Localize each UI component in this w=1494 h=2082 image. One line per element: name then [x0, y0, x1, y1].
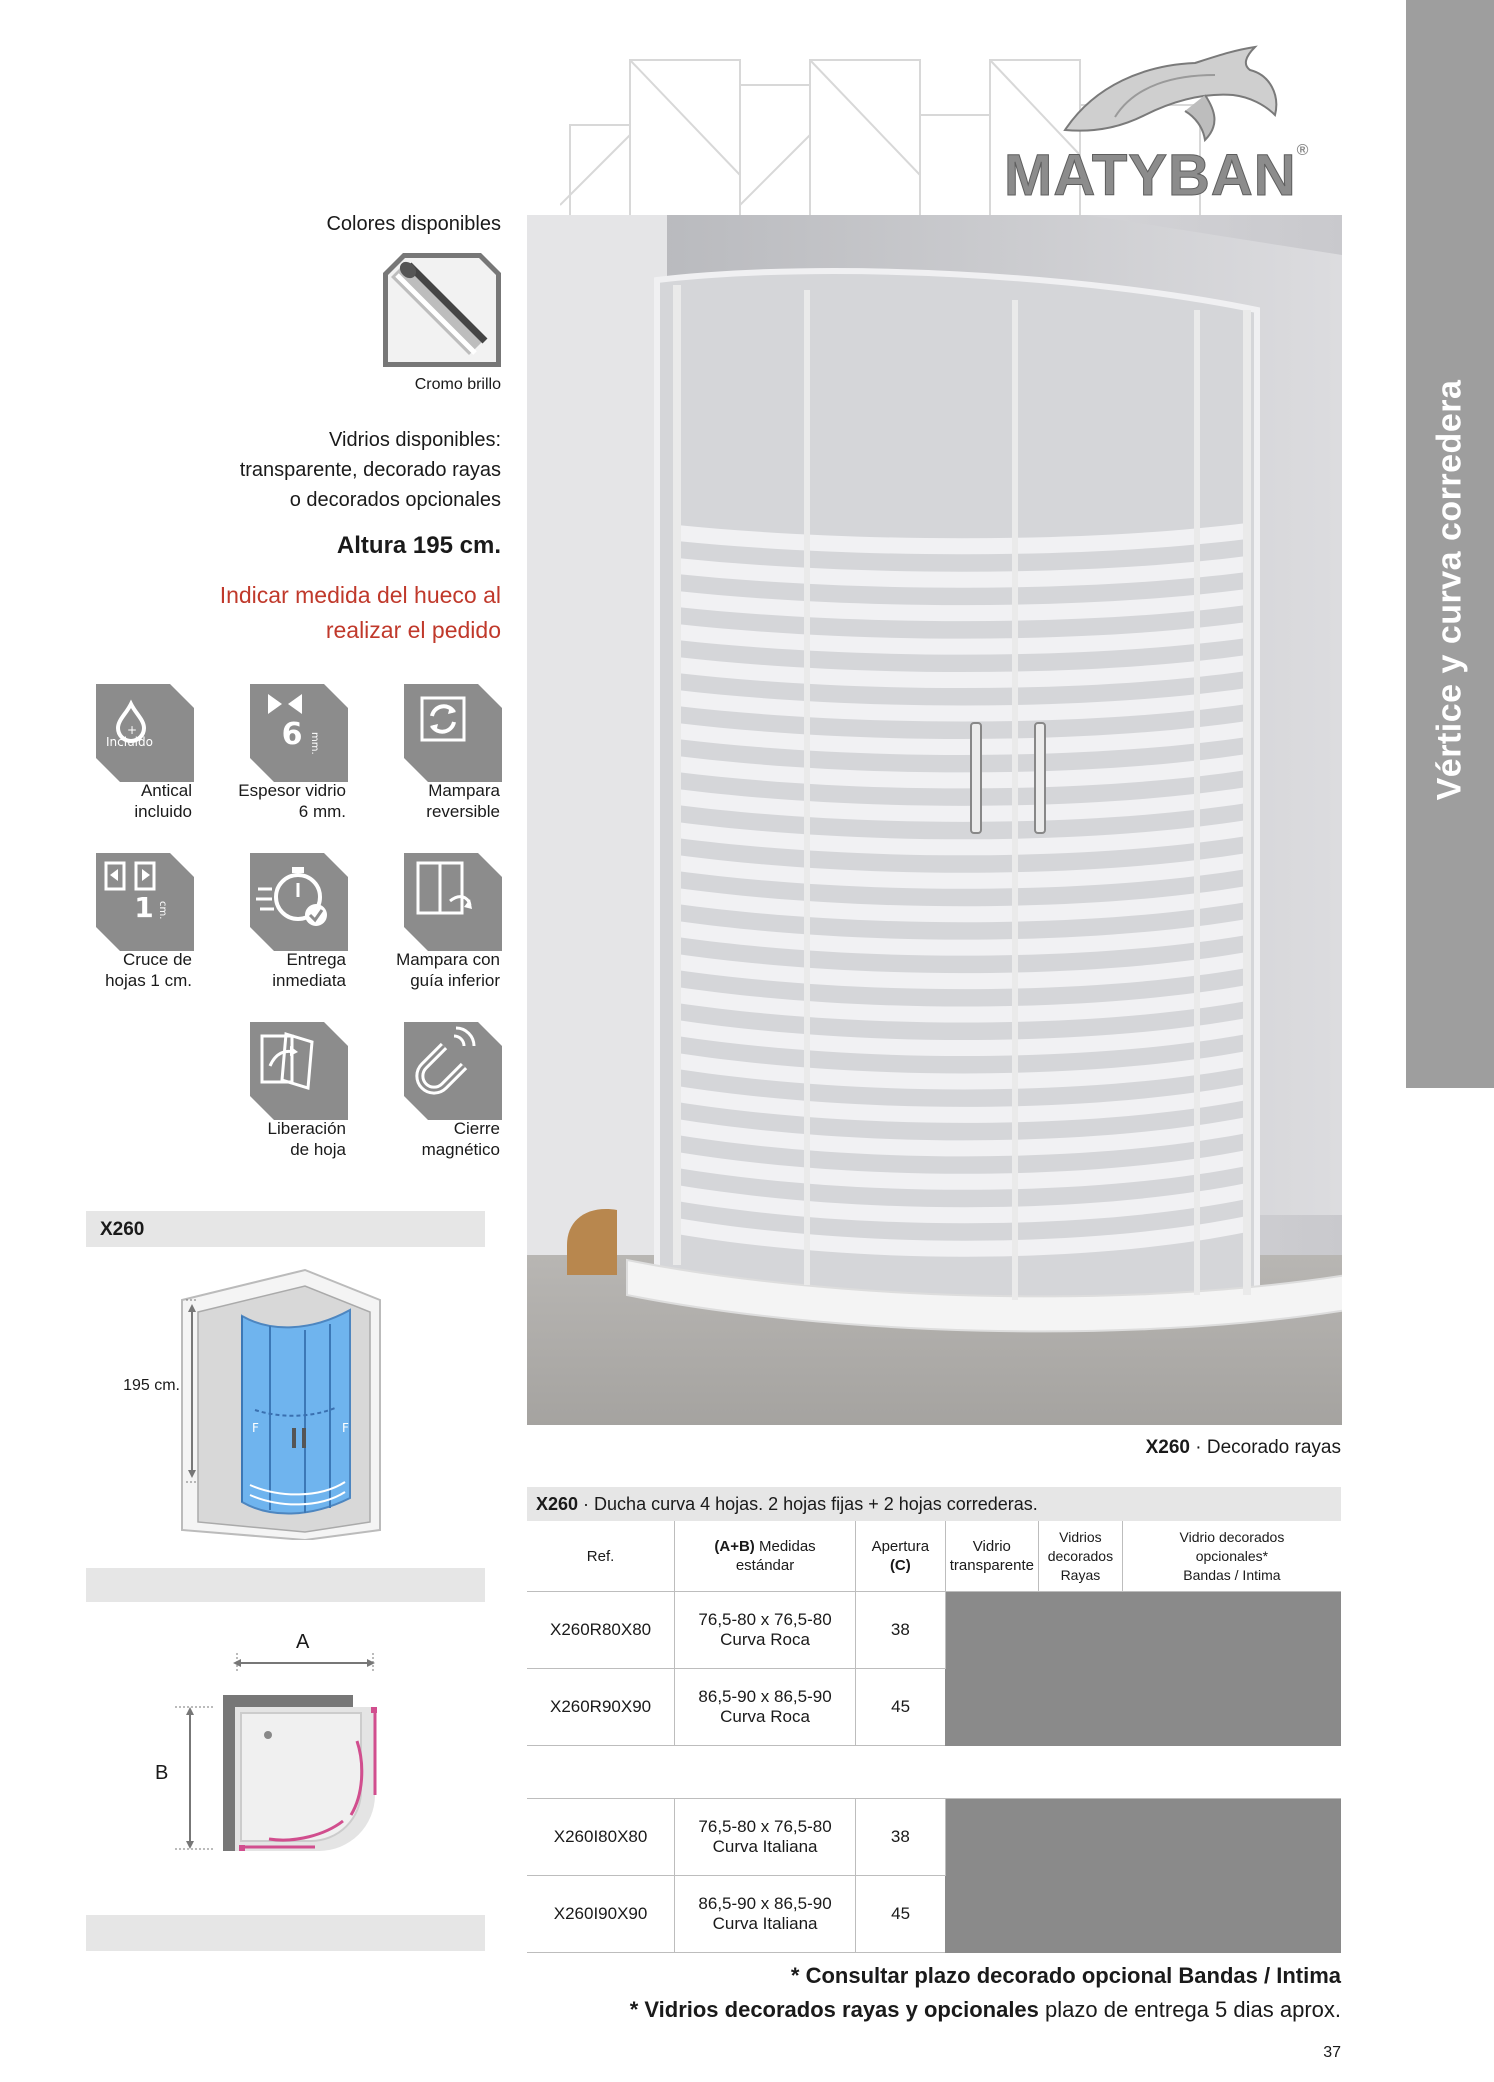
bottom-guide-icon [404, 853, 502, 951]
svg-text:6: 6 [281, 717, 303, 752]
header-stripes: Vidrios decorados Rayas [1038, 1521, 1122, 1592]
glass-info [140, 425, 501, 515]
swatch-label: Cromo brillo [414, 376, 501, 393]
divider-bar-1 [86, 1568, 485, 1602]
overlap-icon [96, 853, 194, 951]
header-optional: Vidrio decorados opcionales* Bandas / Intima [1122, 1521, 1341, 1592]
side-tab-label: Vértice y curva corredera [1430, 379, 1469, 801]
stopwatch-icon [250, 853, 348, 951]
product-photo [527, 215, 1342, 1425]
shower-elevation-diagram [170, 1260, 400, 1540]
order-note-line-2: realizar el pedido [325, 617, 501, 643]
order-note [100, 578, 501, 648]
header-ref: Ref. [527, 1521, 675, 1592]
feature-label-release: Liberación de hoja [267, 1119, 346, 1159]
svg-text:F: F [342, 1421, 349, 1435]
shower-plan-diagram [165, 1645, 405, 1875]
table-header-row [527, 1521, 1341, 1592]
photo-caption [900, 1437, 1341, 1459]
glass-line-2: transparente, decorado rayas [239, 459, 501, 481]
header-transparent: Vidrio transparente [945, 1521, 1038, 1592]
feature-label-reversible: Mampara reversible [426, 781, 500, 821]
colors-title: Colores disponibles [326, 213, 501, 235]
dimension-b-label: B [155, 1762, 169, 1784]
price-block-roca [945, 1592, 1341, 1746]
feature-label-thickness: Espesor vidrio 6 mm. [238, 781, 346, 821]
photo-caption-code: X260 [1145, 1437, 1190, 1458]
svg-text:Incluido: Incluido [106, 735, 153, 749]
order-note-line-1: Indicar medida del hueco al [219, 582, 501, 608]
divider-bar-2 [86, 1915, 485, 1951]
antical-drop-icon [96, 684, 194, 782]
photo-caption-text: · Decorado rayas [1189, 1437, 1341, 1458]
height-label: Altura 195 cm. [336, 532, 501, 559]
reversible-icon [404, 684, 502, 782]
height-dimension-label: 195 cm. [123, 1377, 180, 1394]
spec-table [527, 1521, 1341, 1953]
footnote-2: * Vidrios decorados rayas y opcionales plazo de entrega 5 dias aprox. [629, 1997, 1341, 2022]
table-title: X260 · Ducha curva 4 hojas. 2 hojas fijas + 2 hojas correderas. [536, 1494, 1038, 1514]
feature-label-guide: Mampara con guía inferior [396, 950, 500, 990]
magnet-icon [404, 1022, 502, 1120]
table-row: X260I80X80 76,5-80 x 76,5-80 Curva Italiana 38 [527, 1799, 1341, 1876]
price-block-italiana [945, 1799, 1341, 1953]
table-spacer-row [527, 1746, 1341, 1799]
feature-label-magnetic: Cierre magnético [421, 1119, 500, 1159]
glass-line-1: Vidrios disponibles: [329, 429, 501, 451]
glass-thickness-icon [250, 684, 348, 782]
feature-label-delivery: Entrega inmediata [272, 950, 346, 990]
page-number: 37 [1323, 2044, 1341, 2061]
svg-text:cm.: cm. [157, 901, 168, 920]
svg-text:1: 1 [134, 891, 154, 924]
glass-line-3: o decorados opcionales [289, 489, 501, 511]
svg-text:F: F [252, 1421, 259, 1435]
feature-label-overlap: Cruce de hojas 1 cm. [105, 950, 192, 990]
model-code: X260 [100, 1219, 145, 1240]
table-row: X260I90X90 86,5-90 x 86,5-90 Curva Italiana 45 [527, 1876, 1341, 1953]
header-measures: (A+B) Medidas estándar [675, 1521, 856, 1592]
model-header-bar [86, 1211, 485, 1247]
footnote-1: * Consultar plazo decorado opcional Bandas / Intima [790, 1963, 1341, 1988]
svg-text:+: + [126, 723, 138, 737]
svg-text:mm.: mm. [309, 732, 320, 755]
table-row: X260R90X90 86,5-90 x 86,5-90 Curva Roca 45 [527, 1669, 1341, 1746]
dimension-a-label: A [296, 1631, 310, 1653]
feature-label-antical: Antical incluido [134, 781, 192, 821]
chrome-swatch-icon [383, 253, 501, 367]
table-row: X260R80X80 76,5-80 x 76,5-80 Curva Roca 38 [527, 1592, 1341, 1669]
brand-name: MATYBAN® [1004, 142, 1310, 208]
header-opening: Apertura (C) [855, 1521, 945, 1592]
dolphin-logo-icon [1055, 45, 1285, 145]
leaf-release-icon [250, 1022, 348, 1120]
